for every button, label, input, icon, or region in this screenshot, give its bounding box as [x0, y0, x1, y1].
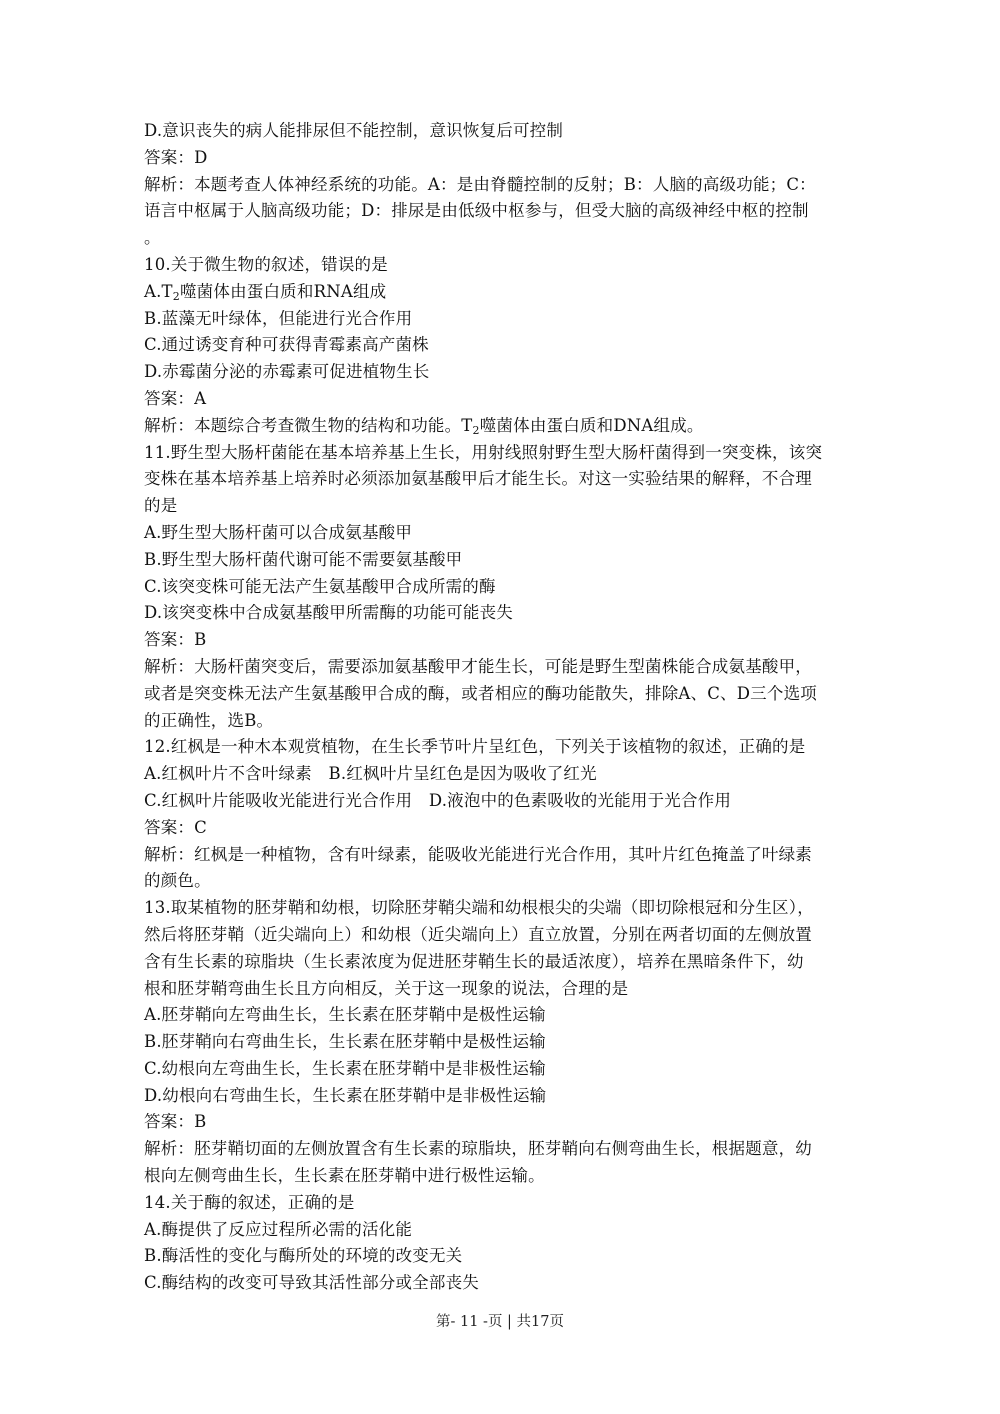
text-line: D.幼根向右弯曲生长，生长素在胚芽鞘中是非极性运输	[144, 1085, 547, 1105]
text-line: 根向左侧弯曲生长，生长素在胚芽鞘中进行极性运输。	[144, 1166, 545, 1186]
subscript: 2	[472, 423, 480, 437]
text-line: 答案：C	[144, 817, 207, 837]
text-line: B.蓝藻无叶绿体，但能进行光合作用	[144, 308, 413, 328]
text-line: 语言中枢属于人脑高级功能；D：排尿是由低级中枢参与，但受大脑的高级神经中枢的控制	[144, 201, 809, 221]
text-line: 。	[144, 228, 161, 248]
text-line	[144, 279, 864, 306]
text-line: C.幼根向左弯曲生长，生长素在胚芽鞘中是非极性运输	[144, 1058, 546, 1078]
text-line: D.该突变株中合成氨基酸甲所需酶的功能可能丧失	[144, 603, 513, 623]
text-line: C.通过诱变育种可获得青霉素高产菌株	[144, 335, 429, 355]
text-line: C.红枫叶片能吸收光能进行光合作用 D.液泡中的色素吸收的光能用于光合作用	[144, 790, 732, 810]
text-line: 11.野生型大肠杆菌能在基本培养基上生长，用射线照射野生型大肠杆菌得到一突变株，该突	[144, 442, 823, 462]
text-line: 变株在基本培养基上培养时必须添加氨基酸甲后才能生长。对这一实验结果的解释，不合理	[144, 469, 812, 489]
text-line: D.意识丧失的病人能排尿但不能控制，意识恢复后可控制	[144, 121, 564, 140]
text-line: 解析：红枫是一种植物，含有叶绿素，能吸收光能进行光合作用，其叶片红色掩盖了叶绿素	[144, 844, 812, 864]
text-line: 13.取某植物的胚芽鞘和幼根，切除胚芽鞘尖端和幼根根尖的尖端（即切除根冠和分生区），	[144, 898, 814, 918]
text-segment: 解析：本题综合考查微生物的结构和功能。T	[144, 415, 473, 435]
text-line: A.胚芽鞘向左弯曲生长，生长素在胚芽鞘中是极性运输	[144, 1005, 546, 1025]
text-line: 答案：B	[144, 1112, 207, 1132]
text-line: B.胚芽鞘向右弯曲生长，生长素在胚芽鞘中是极性运输	[144, 1032, 546, 1052]
text-line: 12.红枫是一种木本观赏植物，在生长季节叶片呈红色，下列关于该植物的叙述，正确的是	[144, 737, 806, 757]
subscript: 2	[172, 289, 180, 303]
text-line: A.酶提供了反应过程所必需的活化能	[144, 1219, 413, 1239]
text-line: 的是	[144, 496, 178, 516]
text-line: A.野生型大肠杆菌可以合成氨基酸甲	[144, 522, 413, 542]
text-line: 的颜色。	[144, 871, 211, 891]
text-line: 或者是突变株无法产生氨基酸甲合成的酶，或者相应的酶功能散失，排除A、C、D三个选项	[144, 683, 817, 703]
text-line: 答案：D	[144, 147, 208, 167]
text-line: 14.关于酶的叙述，正确的是	[144, 1192, 355, 1212]
text-segment: 噬菌体由蛋白质和RNA组成	[179, 281, 387, 301]
text-line: 然后将胚芽鞘（近尖端向上）和幼根（近尖端向上）直立放置，分别在两者切面的左侧放置	[144, 924, 812, 944]
text-line: 解析：胚芽鞘切面的左侧放置含有生长素的琼脂块，胚芽鞘向右侧弯曲生长，根据题意，幼	[144, 1139, 812, 1159]
text-line: 答案：A	[144, 388, 207, 408]
text-line: 的正确性，选B。	[144, 710, 274, 730]
text-line: A.红枫叶片不含叶绿素 B.红枫叶片呈红色是因为吸收了红光	[144, 764, 597, 784]
text-line: 根和胚芽鞘弯曲生长且方向相反，关于这一现象的说法，合理的是	[144, 978, 629, 998]
text-line: 答案：B	[144, 630, 207, 650]
text-line: C.酶结构的改变可导致其活性部分或全部丧失	[144, 1273, 479, 1293]
text-line: 含有生长素的琼脂块（生长素浓度为促进胚芽鞘生长的最适浓度），培养在黑暗条件下，幼	[144, 951, 804, 971]
text-line: B.野生型大肠杆菌代谢可能不需要氨基酸甲	[144, 549, 463, 569]
text-line: 解析：大肠杆菌突变后，需要添加氨基酸甲才能生长，可能是野生型菌株能合成氨基酸甲，	[144, 656, 812, 676]
text-line: D.赤霉菌分泌的赤霉素可促进植物生长	[144, 362, 430, 382]
text-segment: A.T	[144, 281, 173, 301]
page-footer: 第- 11 -页 | 共17页	[435, 1314, 565, 1330]
text-line: 解析：本题考查人体神经系统的功能。A：是由脊髓控制的反射；B：人脑的高级功能；C：	[144, 174, 816, 194]
text-line: 10.关于微生物的叙述，错误的是	[144, 254, 388, 274]
text-line	[144, 413, 864, 440]
text-line: B.酶活性的变化与酶所处的环境的改变无关	[144, 1246, 463, 1266]
text-segment: 噬菌体由蛋白质和DNA组成。	[479, 415, 704, 435]
text-line: C.该突变株可能无法产生氨基酸甲合成所需的酶	[144, 576, 496, 596]
page-body	[144, 118, 864, 1297]
